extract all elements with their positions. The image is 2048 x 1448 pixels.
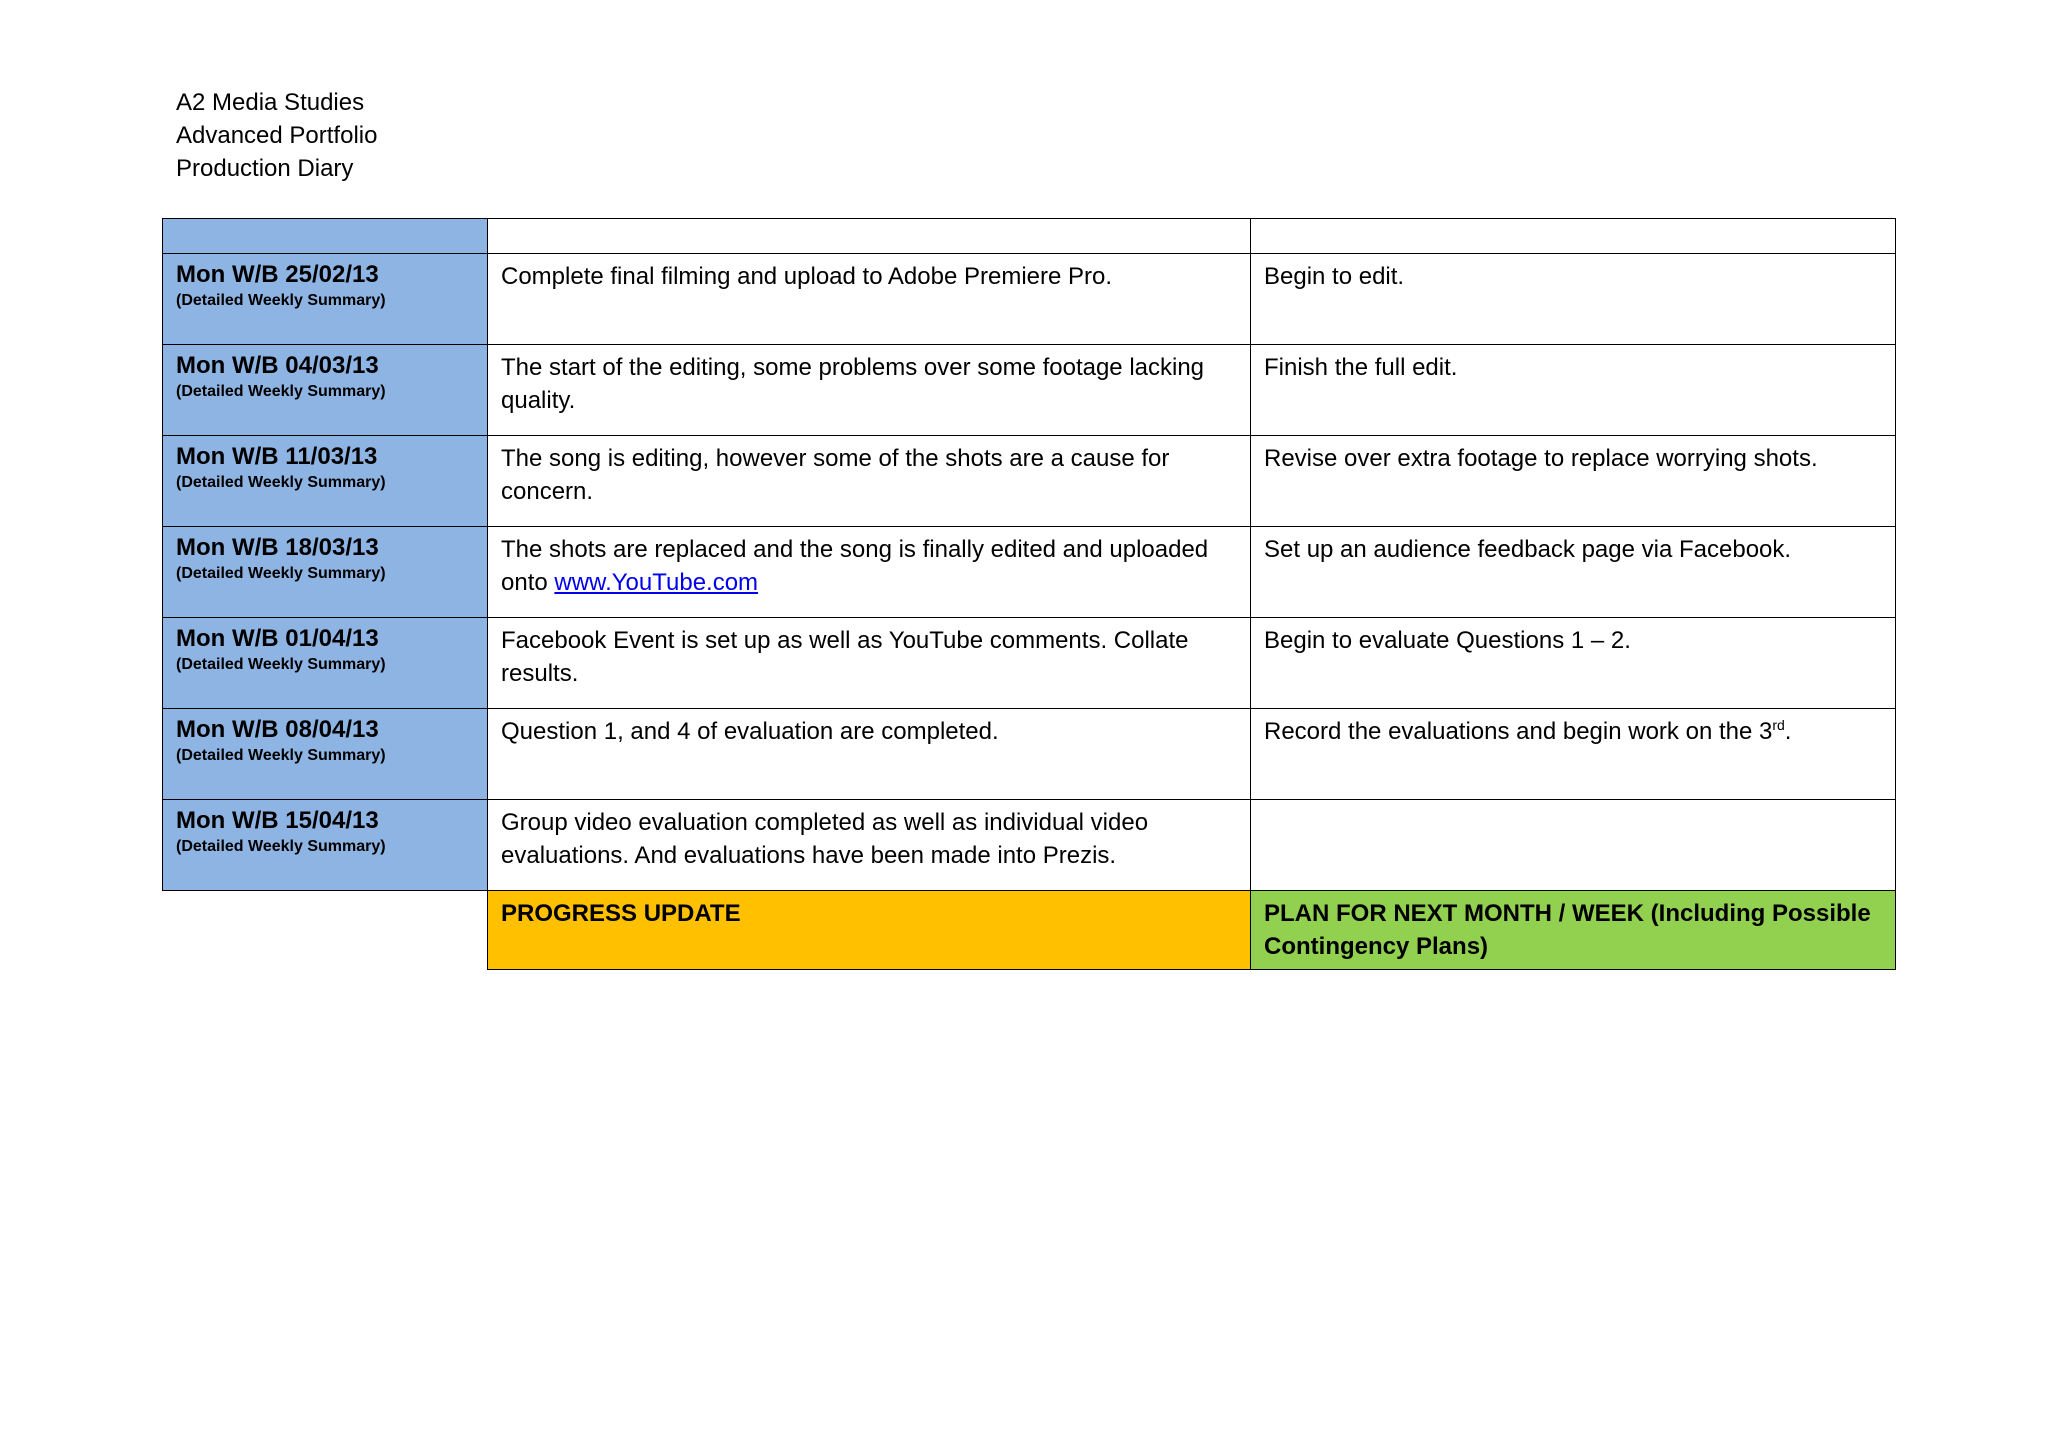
table-row	[163, 436, 1896, 527]
youtube-link[interactable]: www.YouTube.com	[554, 569, 759, 596]
progress-cell[interactable]: Question 1, and 4 of evaluation are completed.	[488, 709, 1251, 800]
plan-cell[interactable]	[1251, 709, 1896, 800]
empty-week-cell	[163, 219, 488, 254]
diary-title: Production Diary	[176, 155, 354, 182]
week-date: Mon W/B 04/03/13	[176, 352, 379, 379]
week-label-cell	[163, 618, 488, 709]
progress-cell[interactable]: The song is editing, however some of the shots are a cause for concern.	[488, 436, 1251, 527]
progress-cell[interactable]: The start of the editing, some problems over some footage lacking quality.	[488, 345, 1251, 436]
empty-plan-cell	[1251, 219, 1896, 254]
plan-next-header: PLAN FOR NEXT MONTH / WEEK (Including Possible Contingency Plans)	[1251, 891, 1896, 970]
table-row	[163, 618, 1896, 709]
course-title: A2 Media Studies	[176, 89, 365, 116]
table-row	[163, 345, 1896, 436]
week-date: Mon W/B 15/04/13	[176, 807, 379, 834]
blank-cell	[163, 891, 488, 970]
table-row	[163, 709, 1896, 800]
week-subtitle: (Detailed Weekly Summary)	[176, 383, 386, 400]
plan-cell[interactable]: Begin to edit.	[1251, 254, 1896, 345]
week-label-cell	[163, 254, 488, 345]
progress-cell[interactable]: Facebook Event is set up as well as YouTube comments. Collate results.	[488, 618, 1251, 709]
table-row	[163, 219, 1896, 254]
week-subtitle: (Detailed Weekly Summary)	[176, 565, 386, 582]
plan-cell[interactable]: Revise over extra footage to replace worrying shots.	[1251, 436, 1896, 527]
portfolio-title: Advanced Portfolio	[176, 122, 378, 149]
plan-cell[interactable]: Set up an audience feedback page via Facebook.	[1251, 527, 1896, 618]
progress-text: The shots are replaced and the song is finally edited and uploaded onto	[501, 536, 1209, 596]
week-date: Mon W/B 08/04/13	[176, 716, 379, 743]
week-subtitle: (Detailed Weekly Summary)	[176, 747, 386, 764]
week-date: Mon W/B 25/02/13	[176, 261, 379, 288]
table-row	[163, 800, 1896, 891]
table-footer-row	[163, 891, 1896, 970]
week-subtitle: (Detailed Weekly Summary)	[176, 656, 386, 673]
progress-cell[interactable]: Complete final filming and upload to Adobe Premiere Pro.	[488, 254, 1251, 345]
document-header	[176, 86, 377, 185]
week-label-cell	[163, 436, 488, 527]
progress-cell[interactable]: Group video evaluation completed as well as individual video evaluations. And evaluations have been made into Prezis.	[488, 800, 1251, 891]
week-label-cell	[163, 527, 488, 618]
week-date: Mon W/B 11/03/13	[176, 443, 378, 470]
week-subtitle: (Detailed Weekly Summary)	[176, 292, 386, 309]
production-diary-table	[162, 218, 1896, 970]
week-date: Mon W/B 18/03/13	[176, 534, 379, 561]
table-row	[163, 254, 1896, 345]
week-subtitle: (Detailed Weekly Summary)	[176, 474, 386, 491]
week-label-cell	[163, 345, 488, 436]
ordinal-suffix: rd	[1772, 717, 1785, 733]
plan-cell[interactable]: Begin to evaluate Questions 1 – 2.	[1251, 618, 1896, 709]
week-subtitle: (Detailed Weekly Summary)	[176, 838, 386, 855]
empty-progress-cell	[488, 219, 1251, 254]
plan-cell[interactable]: Finish the full edit.	[1251, 345, 1896, 436]
week-label-cell	[163, 709, 488, 800]
week-date: Mon W/B 01/04/13	[176, 625, 379, 652]
progress-cell[interactable]	[488, 527, 1251, 618]
table-row	[163, 527, 1896, 618]
plan-text-end: .	[1784, 718, 1792, 745]
plan-text: Record the evaluations and begin work on the 3	[1264, 718, 1773, 745]
plan-cell[interactable]	[1251, 800, 1896, 891]
progress-update-header: PROGRESS UPDATE	[488, 891, 1251, 970]
week-label-cell	[163, 800, 488, 891]
